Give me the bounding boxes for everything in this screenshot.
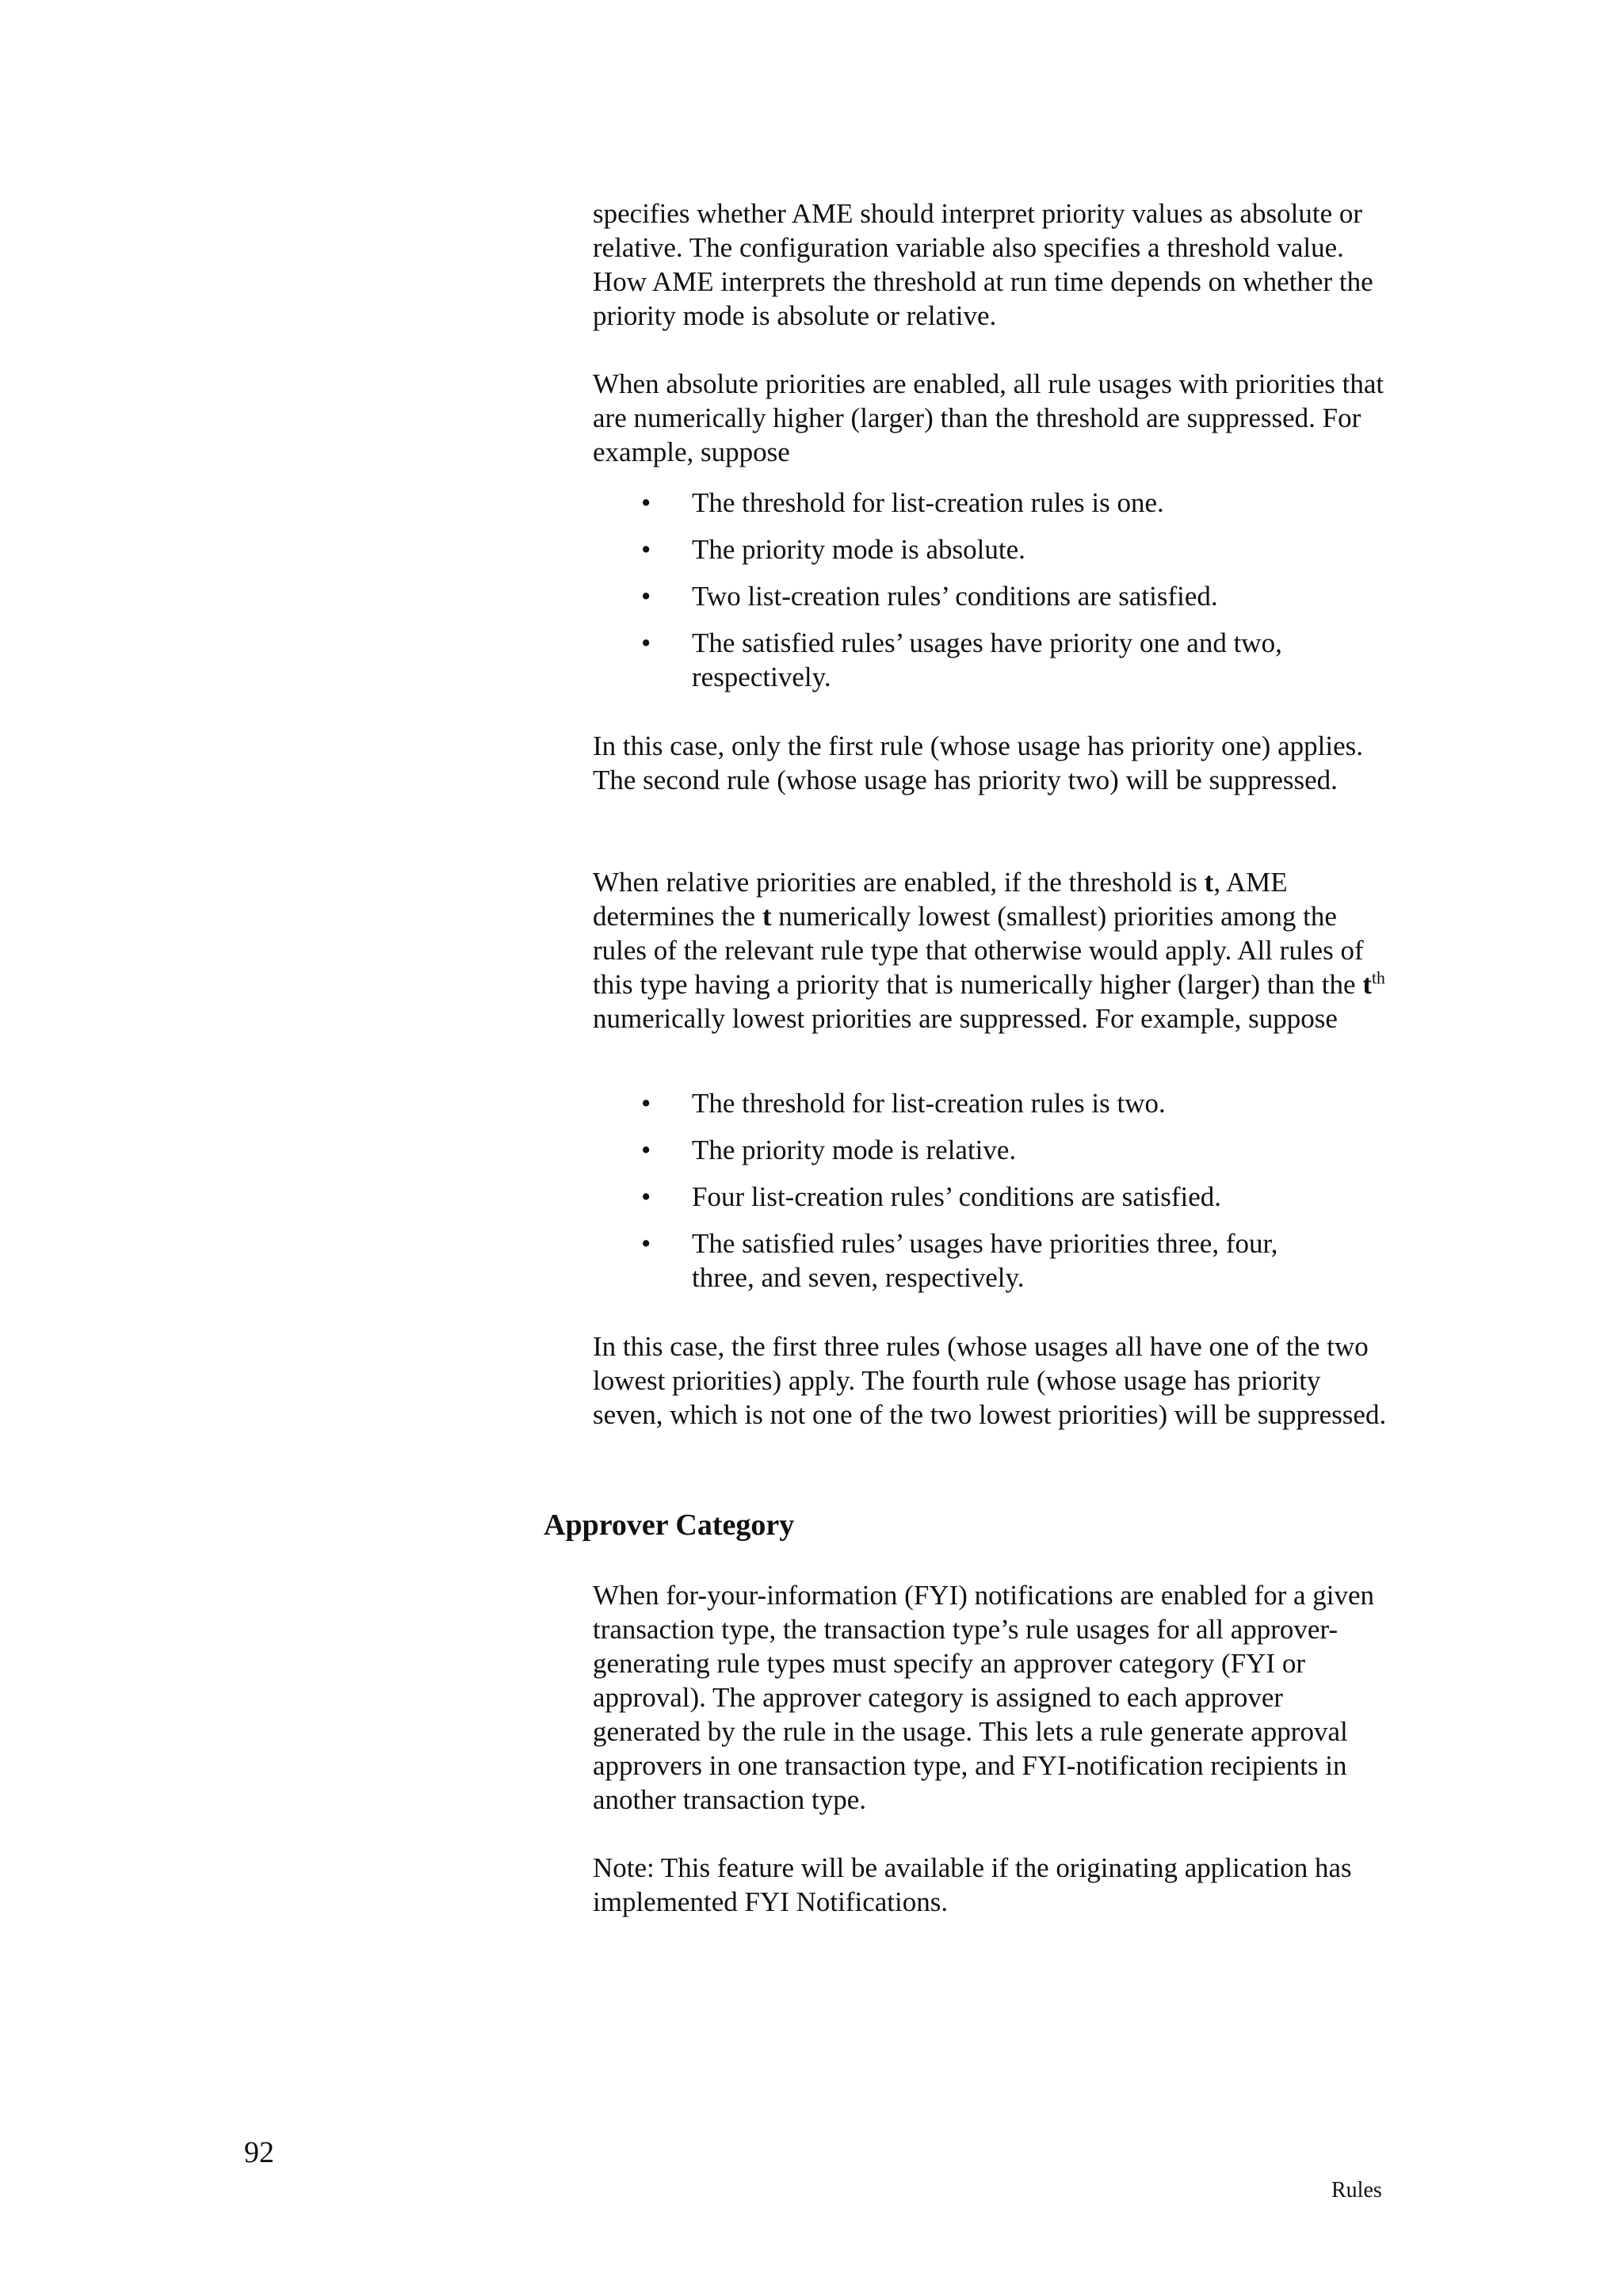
bullet-list-absolute-example xyxy=(593,486,1393,707)
paragraph-absolute-result: In this case, only the first rule (whose usage has priority one) applies. The second rule (whose usage has priority two) will be suppressed. xyxy=(593,730,1363,795)
list-item: • The priority mode is relative. xyxy=(641,1135,1017,1165)
bullet-list-relative-example xyxy=(593,1086,1393,1307)
list-item: • The satisfied rules’ usages have priorities three, four, three, and seven, respectively. xyxy=(641,1228,1278,1293)
list-item: • The threshold for list-creation rules is one. xyxy=(641,487,1164,518)
paragraph-relative-result: In this case, the first three rules (whose usages all have one of the two lowest priorities) apply. The fourth rule (whose usage has priority seven, which is not one of the two lowest priorities) will be suppressed. xyxy=(593,1331,1387,1430)
list-item: • The satisfied rules’ usages have priority one and two, respectively. xyxy=(641,627,1282,692)
bullet-icon: • xyxy=(641,1228,651,1259)
list-item: • Two list-creation rules’ conditions are satisfied. xyxy=(641,581,1218,612)
page-number: 92 xyxy=(244,2136,274,2169)
bullet-icon: • xyxy=(641,534,651,565)
list-item: • The priority mode is absolute. xyxy=(641,534,1025,565)
bullet-icon: • xyxy=(641,1088,651,1119)
bullet-icon: • xyxy=(641,487,651,518)
running-footer: Rules xyxy=(1331,2178,1382,2203)
paragraph-fyi-notifications: When for-your-information (FYI) notifications are enabled for a given transaction type, the transaction type’s rule usages for all approver-generating rule types must specify an approver category (FYI or approval). The approver category is assigned to each approver generated by the rule in the usage. This lets a rule generate approval approvers in one transaction type, and FYI-notification recipients in another transaction type. xyxy=(593,1580,1375,1815)
paragraph-priority-mode: specifies whether AME should interpret priority values as absolute or relative. The configuration variable also specifies a threshold value. How AME interprets the threshold at run time depends on whether the priority mode is absolute or relative. xyxy=(593,198,1373,331)
list-item: • Four list-creation rules’ conditions are satisfied. xyxy=(641,1181,1222,1212)
section-heading: Approver Category xyxy=(544,1508,795,1542)
paragraph-note: Note: This feature will be available if the originating application has implemented FYI Notifications. xyxy=(593,1852,1352,1917)
bullet-icon: • xyxy=(641,1135,651,1165)
paragraph-relative-priorities: When relative priorities are enabled, if the threshold is t, AME determines the t numerically lowest (smallest) priorities among the rules of the relevant rule type that otherwise would apply. All rules of this type having a priority that is numerically higher (larger) than the $t^{th}$ numerically lowest priorities are suppressed. For example, suppose xyxy=(593,867,1385,1034)
list-item: • The threshold for list-creation rules is two. xyxy=(641,1088,1166,1119)
bullet-icon: • xyxy=(641,1181,651,1212)
bullet-icon: • xyxy=(641,581,651,612)
bullet-icon: • xyxy=(641,627,651,658)
paragraph-absolute-priorities: When absolute priorities are enabled, all rule usages with priorities that are numerically higher (larger) than the threshold are suppressed. For example, suppose xyxy=(593,368,1384,467)
